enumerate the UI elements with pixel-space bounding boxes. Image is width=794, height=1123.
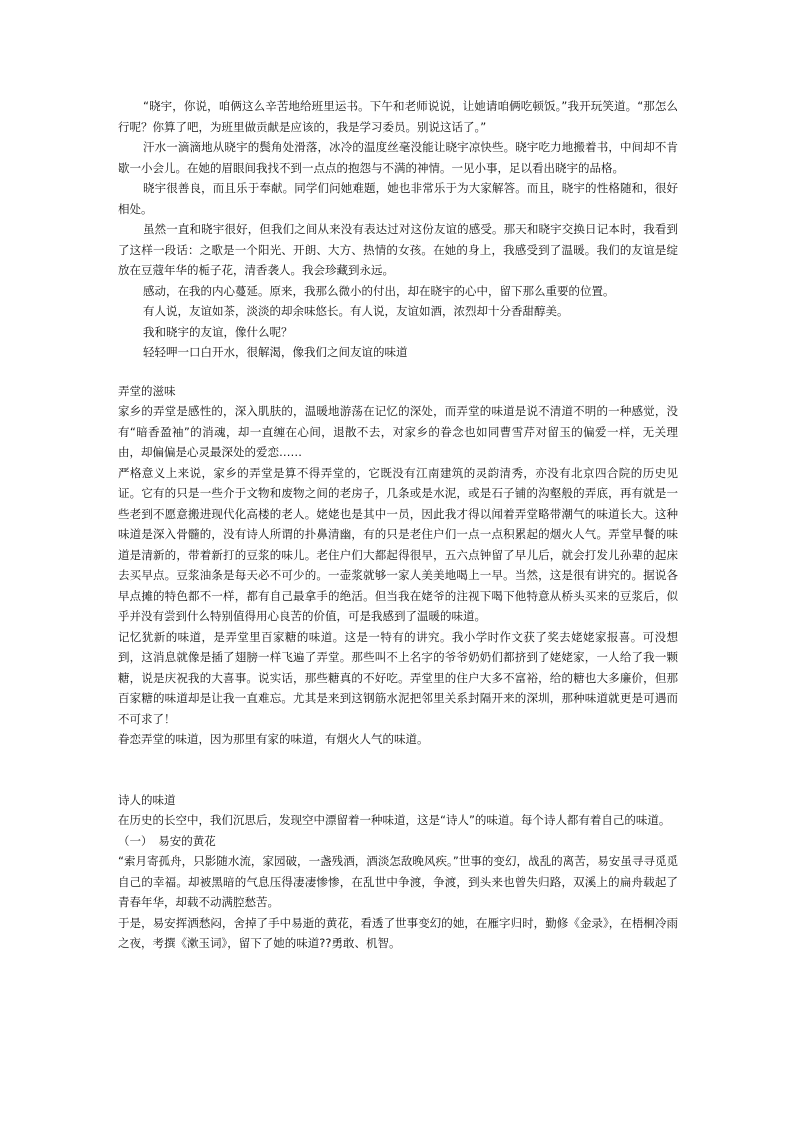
- paragraph: 我和晓宇的友谊，像什么呢？: [143, 324, 293, 339]
- paragraph: 感动，在我的内心蔓延。原来，我那么微小的付出，却在晓宇的心中，留下那么重要的位置。: [143, 283, 615, 298]
- section-title: 弄堂的滋味: [118, 383, 176, 398]
- section-friendship: [118, 96, 678, 363]
- paragraph: 在历史的长空中，我们沉思后，发现空中漂留着一种味道，这是“诗人”的味道。每个诗人都有着自己的味道。: [118, 813, 671, 827]
- paragraph: 有人说，友谊如茶，淡淡的却余味悠长。有人说，友谊如酒，浓烈却十分香甜醇美。: [143, 304, 569, 318]
- paragraph: 于是，易安挥洒愁闷，舍掉了手中易逝的黄花，看透了世事变幻的她，在雁字归时，勤修《金录》，在梧桐冷雨之夜，考撰《漱玉词》，留下了她的味道??勇敢、机智。: [118, 915, 678, 950]
- paragraph: 轻轻呷一口白开水，很解渴，像我们之间友谊的味道: [143, 345, 408, 359]
- paragraph: 汗水一滴滴地从晓宇的鬓角处滑落，冰冷的温度丝毫没能让晓宇凉快些。晓宇吃力地搬着书，中间却不肯歇一小会儿。在她的眉眼间我找不到一点点的抱怨与不满的神情。一见小事，足以看出晓宇的品格。: [118, 140, 678, 175]
- paragraph: “索月寄孤舟，只影随水流，家园破，一盏残酒，酒淡怎敌晚风疾。”世事的变幻，战乱的离苦，易安虽寻寻觅觅自己的幸福。却被黑暗的气息压得凄凄惨惨，在乱世中争渡，争渡，到头来也曾失归路，双溪上的扁舟载起了青春年华，却载不动满腔愁苦。: [118, 854, 678, 909]
- paragraph: 晓宇很善良，而且乐于奉献。同学们问她难题，她也非常乐于为大家解答。而且，晓宇的性格随和，很好相处。: [118, 181, 678, 216]
- document-page: [118, 96, 678, 954]
- paragraph: 严格意义上来说，家乡的弄堂是算不得弄堂的，它既没有江南建筑的灵韵清秀，亦没有北京四合院的历史见证。它有的只是一些介于文物和废物之间的老房子，几条或是水泥，或是石子铺的沟壑般的弄底，再有就是一些老到不愿意搬进现代化高楼的老人。姥姥也是其中一员，因此我才得以闻着弄堂略带潮气的味道长大。这种味道是深入骨髓的，没有诗人所谓的扑鼻清幽，有的只是老住户们一点一点积累起的烟火人气。弄堂早餐的味道是清新的，带着新打的豆浆的味儿。老住户们大都起得很早，五六点钟留了早儿后，就会打发儿孙辈的起床去买早点。豆浆油条是每天必不可少的。一壶浆就够一家人美美地喝上一早。当然，这是很有讲究的。据说各早点摊的特色都不一样，都有自己最拿手的绝活。但当我在姥爷的注视下喝下他特意从桥头买来的豆浆后，似乎并没有尝到什么特别值得用心良苦的价值，可是我感到了温暖的味道。: [118, 465, 678, 623]
- paragraph: 虽然一直和晓宇很好，但我们之间从来没有表达过对这份友谊的感受。那天和晓宇交换日记本时，我看到了这样一段话：之歌是一个阳光、开朗、大方、热情的女孩。在她的身上，我感受到了温暖。我们的友谊是绽放在豆蔻年华的栀子花，清香袭人。我会珍藏到永远。: [118, 222, 678, 277]
- paragraph: 记忆犹新的味道，是弄堂里百家糖的味道。这是一特有的讲究。我小学时作文获了奖去姥姥家报喜。可没想到，这消息就像是插了翅膀一样飞遍了弄堂。那些叫不上名字的爷爷奶奶们都挤到了姥姥家，一人给了我一颗糖，说是庆祝我的大喜事。说实话，那些糖真的不好吃。弄堂里的住户大多不富裕，给的糖也大多廉价，但那百家糖的味道却是让我一直难忘。尤其是来到这钢筋水泥把邻里关系封隔开来的深圳，那种味道就更是可遇而不可求了！: [118, 629, 678, 726]
- section-title: 诗人的味道: [118, 792, 176, 807]
- section-alley: [118, 381, 678, 750]
- paragraph: 眷恋弄堂的味道，因为那里有家的味道，有烟火人气的味道。: [118, 732, 429, 746]
- subheading: （一） 易安的黄花: [118, 833, 216, 848]
- section-poet: [118, 790, 678, 954]
- paragraph: “晓宇，你说，咱俩这么辛苦地给班里运书。下午和老师说说，让她请咱俩吃顿饭。”我开玩笑道。“那怎么行呢？你算了吧，为班里做贡献是应该的，我是学习委员。别说这话了。”: [118, 99, 678, 134]
- paragraph: 家乡的弄堂是感性的，深入肌肤的，温暖地游荡在记忆的深处，而弄堂的味道是说不清道不明的一种感觉，没有“暗香盈袖”的消魂，却一直缠在心间，退散不去，对家乡的眷念也如同曹雪芹对留玉的偏爱一样，无关理由，却偏偏是心灵最深处的爱恋……: [118, 404, 678, 459]
